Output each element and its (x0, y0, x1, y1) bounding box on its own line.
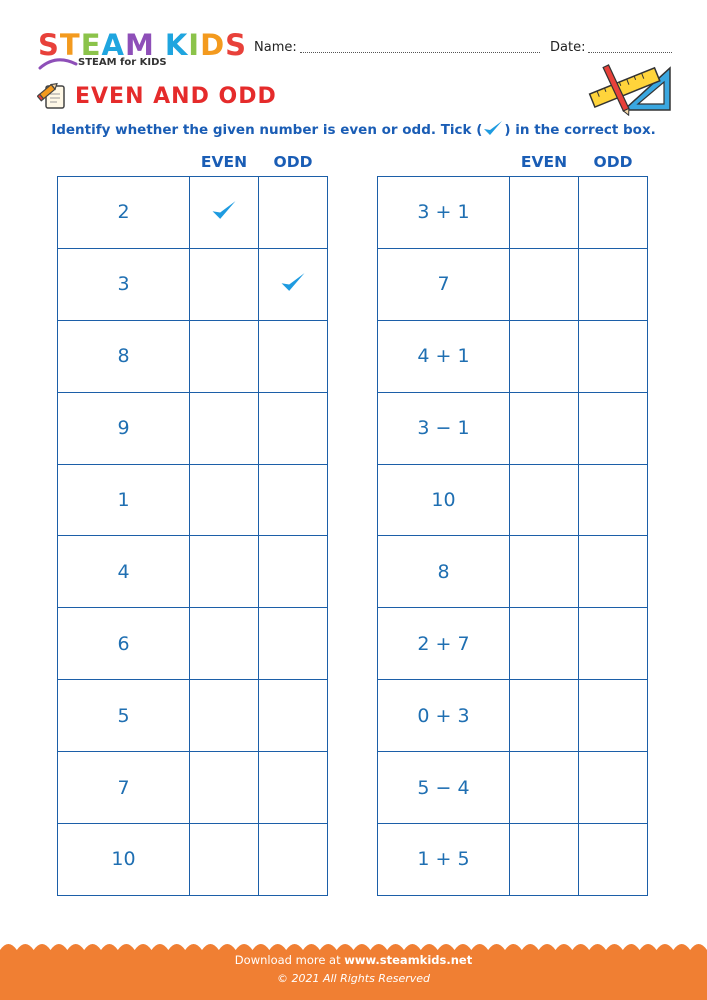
right-number-cell: 1 + 5 (378, 824, 510, 896)
right-odd-checkbox[interactable] (579, 464, 648, 536)
steam-kids-logo (38, 28, 248, 72)
left-odd-checkbox[interactable] (259, 464, 328, 536)
table-row (58, 392, 328, 464)
right-even-checkbox[interactable] (510, 608, 579, 680)
footer-download (0, 953, 707, 967)
table-row (58, 320, 328, 392)
left-number-cell: 2 (58, 177, 190, 249)
right-number-cell: 3 + 1 (378, 177, 510, 249)
right-odd-checkbox[interactable] (579, 608, 648, 680)
logo-subtitle: STEAM for KIDS (78, 57, 167, 68)
table-row (378, 320, 648, 392)
right-even-checkbox[interactable] (510, 464, 579, 536)
right-even-checkbox[interactable] (510, 752, 579, 824)
table-row (378, 608, 648, 680)
left-odd-checkbox[interactable] (259, 680, 328, 752)
left-odd-header: ODD (273, 153, 313, 171)
left-odd-checkbox[interactable] (259, 392, 328, 464)
name-field[interactable] (300, 52, 540, 53)
name-label: Name: (254, 40, 297, 55)
right-odd-checkbox[interactable] (579, 536, 648, 608)
right-number-cell: 3 − 1 (378, 392, 510, 464)
left-odd-checkbox[interactable] (259, 608, 328, 680)
instruction-text (0, 119, 707, 141)
left-even-checkbox[interactable] (190, 320, 259, 392)
right-number-cell: 10 (378, 464, 510, 536)
right-even-checkbox[interactable] (510, 536, 579, 608)
date-field[interactable] (588, 52, 672, 53)
table-row (58, 752, 328, 824)
right-odd-checkbox[interactable] (579, 392, 648, 464)
right-number-cell: 7 (378, 248, 510, 320)
footer-copyright: © 2021 All Rights Reserved (276, 972, 430, 985)
left-number-cell: 3 (58, 248, 190, 320)
right-odd-checkbox[interactable] (579, 680, 648, 752)
table-row (378, 248, 648, 320)
right-number-cell: 2 + 7 (378, 608, 510, 680)
table-row (378, 824, 648, 896)
date-label: Date: (550, 40, 586, 55)
checkmark-icon (210, 198, 238, 222)
table-row (378, 680, 648, 752)
table-row (378, 536, 648, 608)
footer-banner (0, 942, 707, 1000)
right-even-checkbox[interactable] (510, 248, 579, 320)
left-number-cell: 7 (58, 752, 190, 824)
right-number-cell: 5 − 4 (378, 752, 510, 824)
right-number-cell: 0 + 3 (378, 680, 510, 752)
right-odd-checkbox[interactable] (579, 248, 648, 320)
table-row (58, 177, 328, 249)
right-even-checkbox[interactable] (510, 392, 579, 464)
table-row (58, 464, 328, 536)
table-row (378, 464, 648, 536)
left-even-checkbox[interactable] (190, 752, 259, 824)
table-row (58, 680, 328, 752)
right-odd-checkbox[interactable] (579, 752, 648, 824)
right-number-cell: 4 + 1 (378, 320, 510, 392)
checkmark-icon (482, 119, 504, 141)
logo-wordmark: STEAM KIDS (38, 28, 248, 62)
pencil-paper-icon (37, 80, 69, 112)
page-title: EVEN AND ODD (75, 84, 277, 109)
right-odd-header: ODD (593, 153, 633, 171)
left-odd-checkbox[interactable] (259, 824, 328, 896)
right-even-checkbox[interactable] (510, 320, 579, 392)
left-odd-checkbox[interactable] (259, 248, 328, 320)
right-even-checkbox[interactable] (510, 177, 579, 249)
left-odd-checkbox[interactable] (259, 177, 328, 249)
footer-website-link[interactable]: www.steamkids.net (344, 953, 473, 967)
ruler-triangle-icon (586, 58, 676, 116)
table-row (58, 536, 328, 608)
left-even-checkbox[interactable] (190, 177, 259, 249)
instruction-text-end: ) in the correct box. (504, 122, 656, 138)
table-row (58, 608, 328, 680)
right-odd-checkbox[interactable] (579, 320, 648, 392)
instruction-text-start: Identify whether the given number is even or odd. Tick ( (51, 122, 483, 138)
table-row (378, 392, 648, 464)
left-number-cell: 6 (58, 608, 190, 680)
left-number-cell: 1 (58, 464, 190, 536)
logo-swoosh-icon (38, 52, 78, 72)
left-odd-checkbox[interactable] (259, 536, 328, 608)
checkmark-icon (279, 270, 307, 294)
table-row (378, 752, 648, 824)
left-even-checkbox[interactable] (190, 680, 259, 752)
left-number-cell: 10 (58, 824, 190, 896)
right-number-cell: 8 (378, 536, 510, 608)
left-even-checkbox[interactable] (190, 464, 259, 536)
right-even-checkbox[interactable] (510, 680, 579, 752)
table-row (58, 824, 328, 896)
left-odd-checkbox[interactable] (259, 320, 328, 392)
left-even-checkbox[interactable] (190, 536, 259, 608)
footer-download-label: Download more at (234, 953, 345, 967)
left-even-header: EVEN (200, 153, 248, 171)
table-row (58, 248, 328, 320)
left-even-checkbox[interactable] (190, 608, 259, 680)
right-odd-checkbox[interactable] (579, 177, 648, 249)
left-odd-checkbox[interactable] (259, 752, 328, 824)
left-number-cell: 4 (58, 536, 190, 608)
left-table (57, 176, 328, 896)
left-number-cell: 9 (58, 392, 190, 464)
left-even-checkbox[interactable] (190, 824, 259, 896)
left-number-cell: 5 (58, 680, 190, 752)
right-even-checkbox[interactable] (510, 824, 579, 896)
left-even-checkbox[interactable] (190, 248, 259, 320)
left-even-checkbox[interactable] (190, 392, 259, 464)
right-table (377, 176, 648, 896)
table-row (378, 177, 648, 249)
right-even-header: EVEN (520, 153, 568, 171)
right-odd-checkbox[interactable] (579, 824, 648, 896)
left-number-cell: 8 (58, 320, 190, 392)
